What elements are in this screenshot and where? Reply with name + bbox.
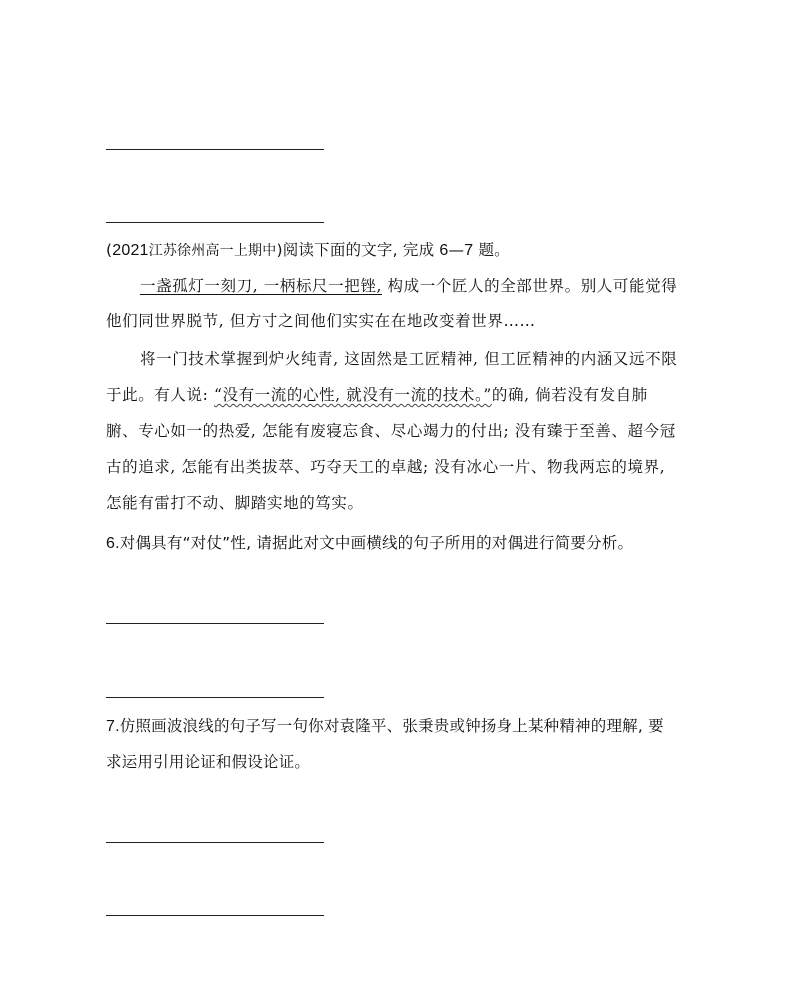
passage-p2-line5: 怎能有雷打不动、脚踏实地的笃实。: [106, 494, 364, 512]
question-6: [106, 533, 633, 554]
source-prefix: (: [106, 241, 113, 259]
passage-p1-line2: 他们同世界脱节, 但方寸之间他们实实在在地改变着世界……: [106, 312, 536, 330]
p1-rest: 构成一个匠人的全部世界。别人可能觉得: [381, 277, 678, 295]
p2-line2-a: 于此。有人说:: [106, 386, 214, 404]
source-rest: )阅读下面的文字, 完成: [276, 241, 440, 259]
q6-number: 6.: [106, 535, 120, 552]
passage-p2-line1: 将一门技术掌握到炉火纯青, 这固然是工匠精神, 但工匠精神的内涵又远不限: [140, 350, 678, 368]
range-end: 7: [464, 242, 474, 259]
q6-text: 对偶具有“对仗”性, 请据此对文中画横线的句子所用的对偶进行简要分析。: [119, 534, 634, 552]
passage-p2-line4: 古的追求, 怎能有出类拔萃、巧夺天工的卓越; 没有冰心一片、物我两忘的境界,: [106, 458, 666, 476]
source-place: 江苏徐州高一上期中: [148, 243, 277, 259]
question-7-line2: 求运用引用论证和假设论证。: [106, 753, 311, 771]
question-7: [106, 716, 664, 737]
q6-answer-line-2[interactable]: [106, 697, 324, 698]
underlined-sentence: 一盏孤灯一刻刀, 一柄标尺一把锉,: [140, 277, 382, 295]
source-instruction: [106, 240, 510, 261]
answer-line-2: [106, 222, 324, 223]
source-suffix: 题。: [473, 241, 510, 259]
wavy-sentence: “没有一流的心性, 就没有一流的技术。”: [213, 386, 492, 404]
q7-answer-line-1[interactable]: [106, 842, 324, 843]
passage-p2-line2: [106, 385, 648, 405]
q7-line1: 仿照画波浪线的句子写一句你对袁隆平、张秉贵或钟扬身上某种精神的理解, 要: [119, 717, 664, 735]
q7-answer-line-2[interactable]: [106, 915, 324, 916]
range-dash: —: [448, 241, 465, 259]
p2-line2-b: 的确, 倘若没有发自肺: [491, 386, 648, 404]
q6-answer-line-1[interactable]: [106, 623, 324, 624]
passage-p2-line3: 腑、专心如一的热爱, 怎能有废寝忘食、尽心竭力的付出; 没有臻于至善、超今冠: [106, 422, 676, 440]
q7-number: 7.: [106, 718, 120, 735]
source-year: 2021: [112, 242, 149, 259]
answer-line-1: [106, 149, 324, 150]
range-start: 6: [439, 242, 449, 259]
passage-p1-line1: [140, 276, 677, 296]
